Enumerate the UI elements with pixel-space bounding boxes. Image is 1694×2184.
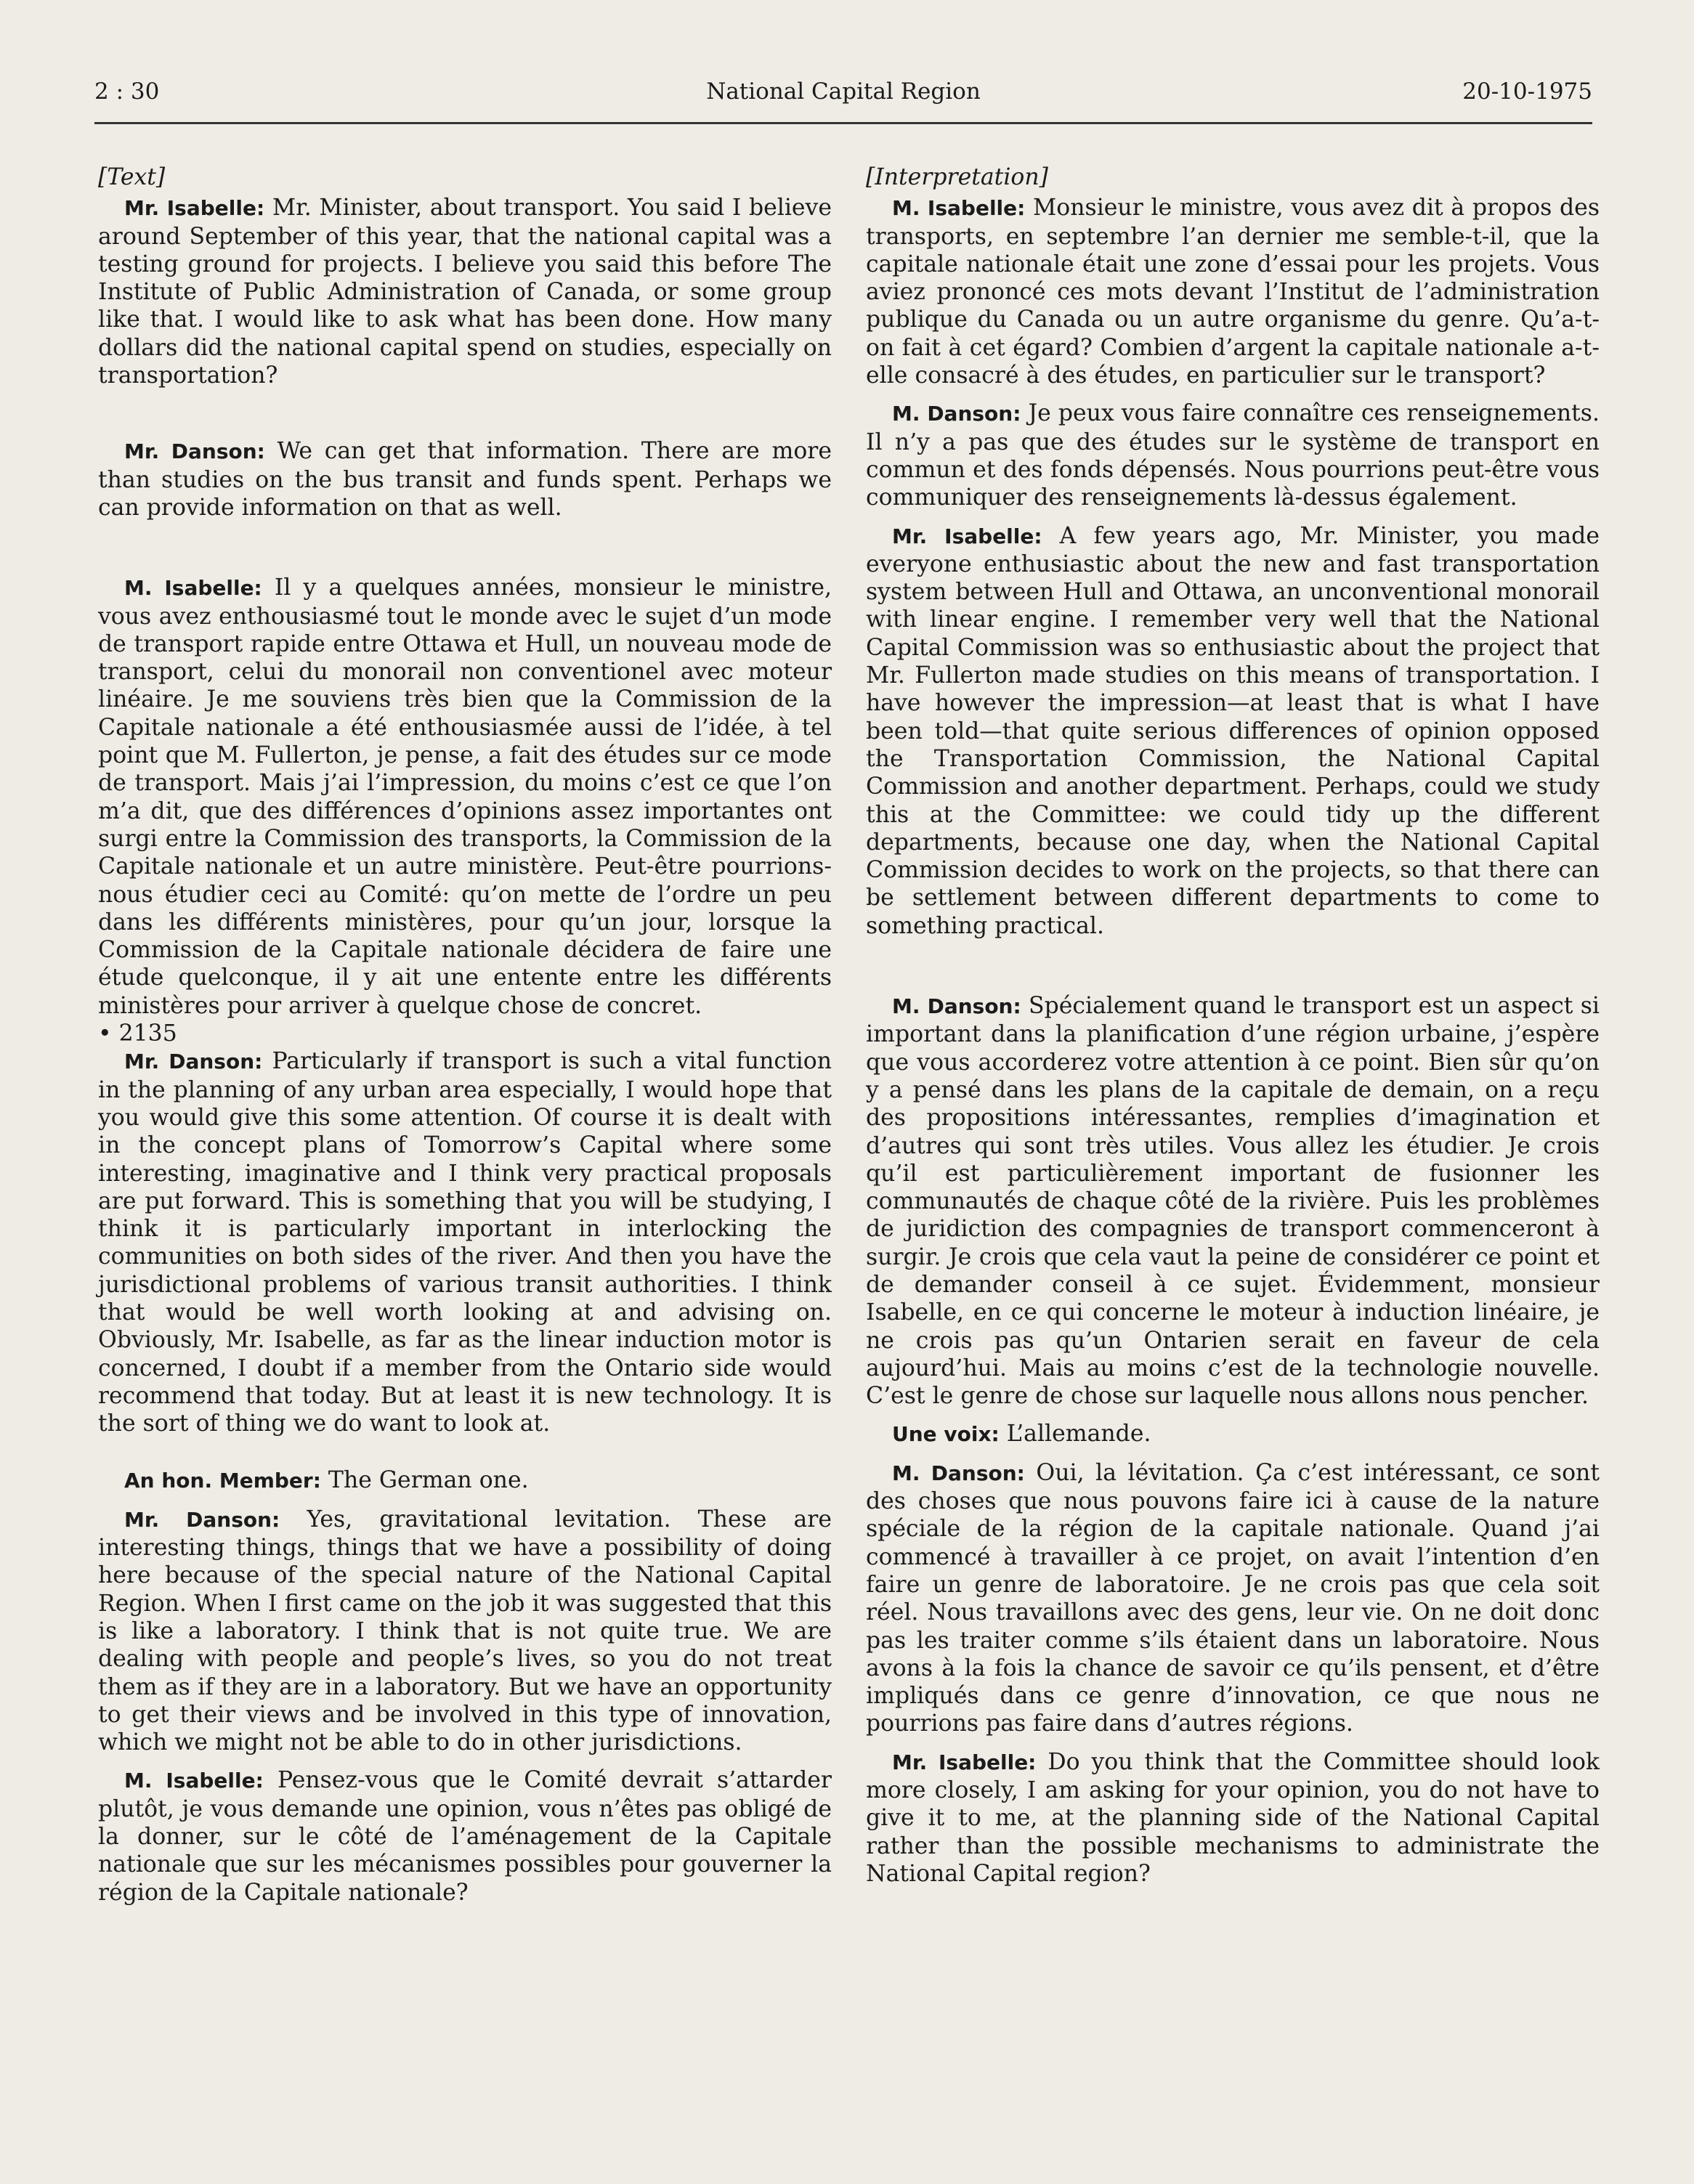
speaker-name: M. Isabelle: <box>124 576 262 601</box>
speaker-name: M. Isabelle: <box>124 1769 264 1793</box>
speaker-name: Mr. Isabelle: <box>124 196 265 221</box>
speaker-name: M. Danson: <box>892 994 1021 1019</box>
right-column-interpretation <box>866 163 1600 1888</box>
paragraph-text: Monsieur le ministre, vous avez dit à propos des transports, en septembre l’an dernier me semble-t-il, que la capitale nationale était une zone d’essai pour les projets. Vous aviez prononcé ces mots devant l’Institut de l’administration publique du Canada ou un autre organisme du genre. Qu’a-t-on fait à cet égard? Combien d’argent la capitale nationale a-t-elle consacré à des études, en particulier sur le transport? <box>866 195 1600 389</box>
page-header <box>94 78 1592 124</box>
publication-date: 20-10-1975 <box>1462 78 1592 105</box>
paragraph <box>866 1420 1600 1448</box>
paragraph <box>866 1459 1600 1738</box>
speaker-name: An hon. Member: <box>124 1469 321 1493</box>
paragraph <box>866 522 1600 940</box>
paragraph-text: Je peux vous faire connaître ces renseignements. Il n’y a pas que des études sur le système de transport en commun et des fonds dépensés. Nous pourrions peut-être vous communiquer des renseignements là-dessus également. <box>866 400 1600 511</box>
speaker-name: Une voix: <box>892 1422 1000 1447</box>
paragraph-text: Il y a quelques années, monsieur le ministre, vous avez enthousiasmé tout le monde avec le sujet d’un mode de transport rapide entre Ottawa et Hull, un nouveau mode de transport, celui du monorail non conventionel avec moteur linéaire. Je me souviens très bien que la Commission de la Capitale nationale a été enthousiasmée aussi de l’idée, à tel point que M. Fullerton, je pense, a fait des études sur ce mode de transport. Mais j’ai l’impression, du moins c’est ce que l’on m’a dit, que des différences d’opinions assez importantes ont surgi entre la Commission des transports, la Commission de la Capitale nationale et un autre ministère. Peut-être pourrions-nous étudier ceci au Comité: qu’on mette de l’ordre un peu dans les différents ministères, pour qu’un jour, lorsque la Commission de la Capitale nationale décidera de faire une étude quelconque, il y ait une entente entre les différents ministères pour arriver à quelque chose de concret. <box>98 575 832 1019</box>
speaker-name: Mr. Danson: <box>124 1050 263 1074</box>
paragraph <box>866 1748 1600 1888</box>
paragraph-text: A few years ago, Mr. Minister, you made everyone enthusiastic about the new and fast transportation system between Hull and Ottawa, an unconventional monorail with linear engine. I remember very well that the National Capital Commission was so enthusiastic about the project that Mr. Fullerton made studies on this means of transportation. I have however the impression—at least that is what I have been told—that quite serious differences of opinion opposed the Transportation Commission, the National Capital Commission and another department. Perhaps, could we study this at the Committee: we could tidy up the different departments, because one day, when the National Capital Commission decides to work on the projects, so that there can be settlement between different departments to come to something practical. <box>866 522 1600 939</box>
paragraph <box>98 1047 832 1437</box>
speaker-name: Mr. Danson: <box>124 1507 280 1532</box>
speaker-name: Mr. Danson: <box>124 439 265 464</box>
speaker-name: M. Isabelle: <box>892 196 1026 221</box>
paragraph <box>98 1466 832 1495</box>
paragraph <box>98 194 832 389</box>
paragraph-text: We can get that information. There are more than studies on the bus transit and funds spent. Perhaps we can provide information on that as well. <box>98 438 832 521</box>
paragraph-text: Do you think that the Committee should look more closely, I am asking for your opinion, you do not have to give it to me, at the planning side of the National Capital rather than the possible mechanisms to administrate the National Capital region? <box>866 1748 1600 1887</box>
paragraph <box>98 1506 832 1757</box>
paragraph <box>98 437 832 521</box>
paragraph-text: The German one. <box>320 1467 529 1494</box>
time-marker: • 2135 <box>98 1020 177 1047</box>
speaker-name: M. Danson: <box>892 402 1021 426</box>
speaker-name: Mr. Isabelle: <box>892 1750 1037 1774</box>
paragraph-text: Mr. Minister, about transport. You said I believe around September of this year, that the national capital was a testing ground for projects. I believe you said this before The Institute of Public Administration of Canada, or some group like that. I would like to ask what has been done. How many dollars did the national capital spend on studies, especially on transportation? <box>98 195 832 389</box>
publication-title: National Capital Region <box>706 78 981 105</box>
paragraph <box>866 194 1600 389</box>
section-tag: [Interpretation] <box>866 164 1048 190</box>
paragraph <box>98 1766 832 1906</box>
paragraph <box>866 399 1600 511</box>
paragraph-text: Pensez-vous que le Comité devrait s’attarder plutôt, je vous demande une opinion, vous n’êtes pas obligé de la donner, sur le côté de l’aménagement de la Capitale nationale que sur les mécanismes possibles pour gouverner la région de la Capitale nationale? <box>98 1767 832 1906</box>
page-number: 2 : 30 <box>94 78 160 105</box>
section-tag: [Text] <box>98 164 166 190</box>
speaker-name: M. Danson: <box>892 1461 1025 1485</box>
paragraph-text: L’allemande. <box>999 1421 1151 1448</box>
paragraph-text: Spécialement quand le transport est un aspect si important dans la planification d’une région urbaine, j’espère que vous accorderez votre attention à ce point. Bien sûr qu’on y a pensé dans les plans de la capitale de demain, on a reçu des propositions intéressantes, remplies d’imagination et d’autres qui sont très utiles. Vous allez les étudier. Je crois qu’il est particulièrement important de fusionner les communautés de chaque côté de la rivière. Puis les problèmes de juridiction des compagnies de transport commenceront à surgir. Je crois que cela vaut la peine de considérer ce point et de demander conseil à ce sujet. Évidemment, monsieur Isabelle, en ce qui concerne le moteur à induction linéaire, je ne crois pas qu’un Ontarien serait en faveur de cela aujourd’hui. Mais au moins c’est de la technologie nouvelle. C’est le genre de chose sur laquelle nous allons nous pencher. <box>866 993 1600 1410</box>
paragraph <box>866 992 1600 1410</box>
left-column-english <box>98 163 832 1907</box>
paragraph-text: Oui, la lévitation. Ça c’est intéressant, ce sont des choses que nous pouvons faire ici à cause de la nature spéciale de la région de la capitale nationale. Quand j’ai commencé à travailler à ce projet, on avait l’intention d’en faire un genre de laboratoire. Je ne crois pas que cela soit réel. Nous travaillons avec des gens, leur vie. On ne doit donc pas les traiter comme s’ils étaient dans un laboratoire. Nous avons à la fois la chance de savoir ce qu’ils pensent, et d’être impliqués dans ce genre d’innovation, ce que nous ne pourrions pas faire dans d’autres régions. <box>866 1459 1600 1737</box>
paragraph-text: Yes, gravitational levitation. These are interesting things, things that we have a possibility of doing here because of the special nature of the National Capital Region. When I first came on the job it was suggested that this is like a laboratory. I think that is not quite true. We are dealing with people and people’s lives, so you do not treat them as if they are in a laboratory. But we have an opportunity to get their views and be involved in this type of innovation, which we might not be able to do in other jurisdictions. <box>98 1506 832 1756</box>
paragraph <box>98 574 832 1020</box>
speaker-name: Mr. Isabelle: <box>892 524 1042 548</box>
paragraph-text: Particularly if transport is such a vital function in the planning of any urban area especially, I would hope that you would give this some attention. Of course it is dealt with in the concept plans of Tomorrow’s Capital where some interesting, imaginative and I think very practical proposals are put forward. This is something that you will be studying, I think it is particularly important in interlocking the communities on both sides of the river. And then you have the jurisdictional problems of various transit authorities. I think that would be well worth looking at and advising on. Obviously, Mr. Isabelle, as far as the linear induction motor is concerned, I doubt if a member from the Ontario side would recommend that today. But at least it is new technology. It is the sort of thing we do want to look at. <box>98 1048 832 1437</box>
